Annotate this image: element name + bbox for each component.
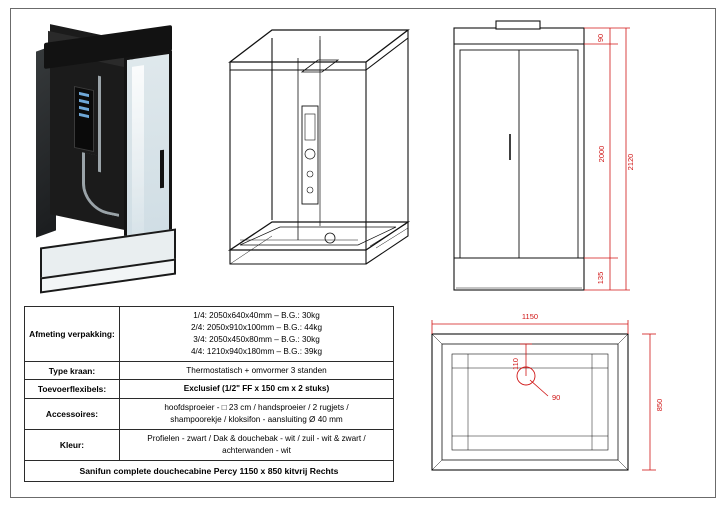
packaging-line-2: 2/4: 2050x910x100mm – B.G.: 44kg [190,322,323,332]
packaging-line-4: 4/4: 1210x940x180mm – B.G.: 39kg [190,346,323,356]
control-panel [74,86,94,152]
dim-inner-height-label: 2000 [597,145,606,163]
table-row [25,430,394,461]
dim-total-height-label: 2120 [626,153,635,171]
dim-plan-depth-label: 850 [655,398,664,412]
packaging-line-1: 1/4: 2050x640x40mm – B.G.: 30kg [193,311,320,320]
row-label-color: Kleur: [25,430,120,461]
table-row [25,399,394,430]
plan-view-drawing [418,308,688,486]
product-photo [24,18,194,288]
glass-reflection [132,65,144,237]
row-value-hoses [120,380,394,399]
dim-drain-offset-label: 110 [511,358,520,370]
row-label-accessories: Accessoires: [25,399,120,430]
row-value-accessories [120,399,394,430]
table-row [25,307,394,362]
row-value-tap-type: Thermostatisch + omvormer 3 standen [120,361,394,380]
table-footer-row [25,460,394,481]
row-label-hoses: Toevoerflexibels: [25,380,120,399]
packaging-line-3: 3/4: 2050x450x80mm – B.G.: 30kg [193,334,320,344]
front-elevation-drawing [440,14,636,292]
row-value-color [120,430,394,461]
color-line-1: Profielen - zwart / Dak & douchebak - wit / zuil - wit & zwart / [147,434,366,444]
door-handle [160,150,164,189]
accessories-line-1: hoofdsproeier - □ 23 cm / handsproeier / 2 rugjets / [164,403,349,413]
row-label-packaging: Afmeting verpakking: [25,307,120,362]
hoses-text: Exclusief (1/2" FF x 150 cm x 2 stuks) [183,384,330,394]
dim-drain-label: 90 [552,393,561,402]
accessories-line-2: shampoorekje / kloksifon - aansluiting Ø 40 mm [170,415,343,425]
table-row [25,361,394,380]
product-title: Sanifun complete douchecabine Percy 1150 x 850 kitvrij Rechts [25,460,394,481]
row-label-tap-type: Type kraan: [25,361,120,380]
specification-table [24,306,394,482]
isometric-drawing [210,14,430,292]
dim-top-label: 90 [596,33,605,43]
row-value-packaging [120,307,394,362]
color-line-2: achterwanden - wit [222,446,291,456]
cabin-render [36,32,164,264]
dim-bottom-label: 135 [596,271,605,285]
table-row [25,380,394,399]
dim-plan-width-label: 1150 [521,312,539,321]
